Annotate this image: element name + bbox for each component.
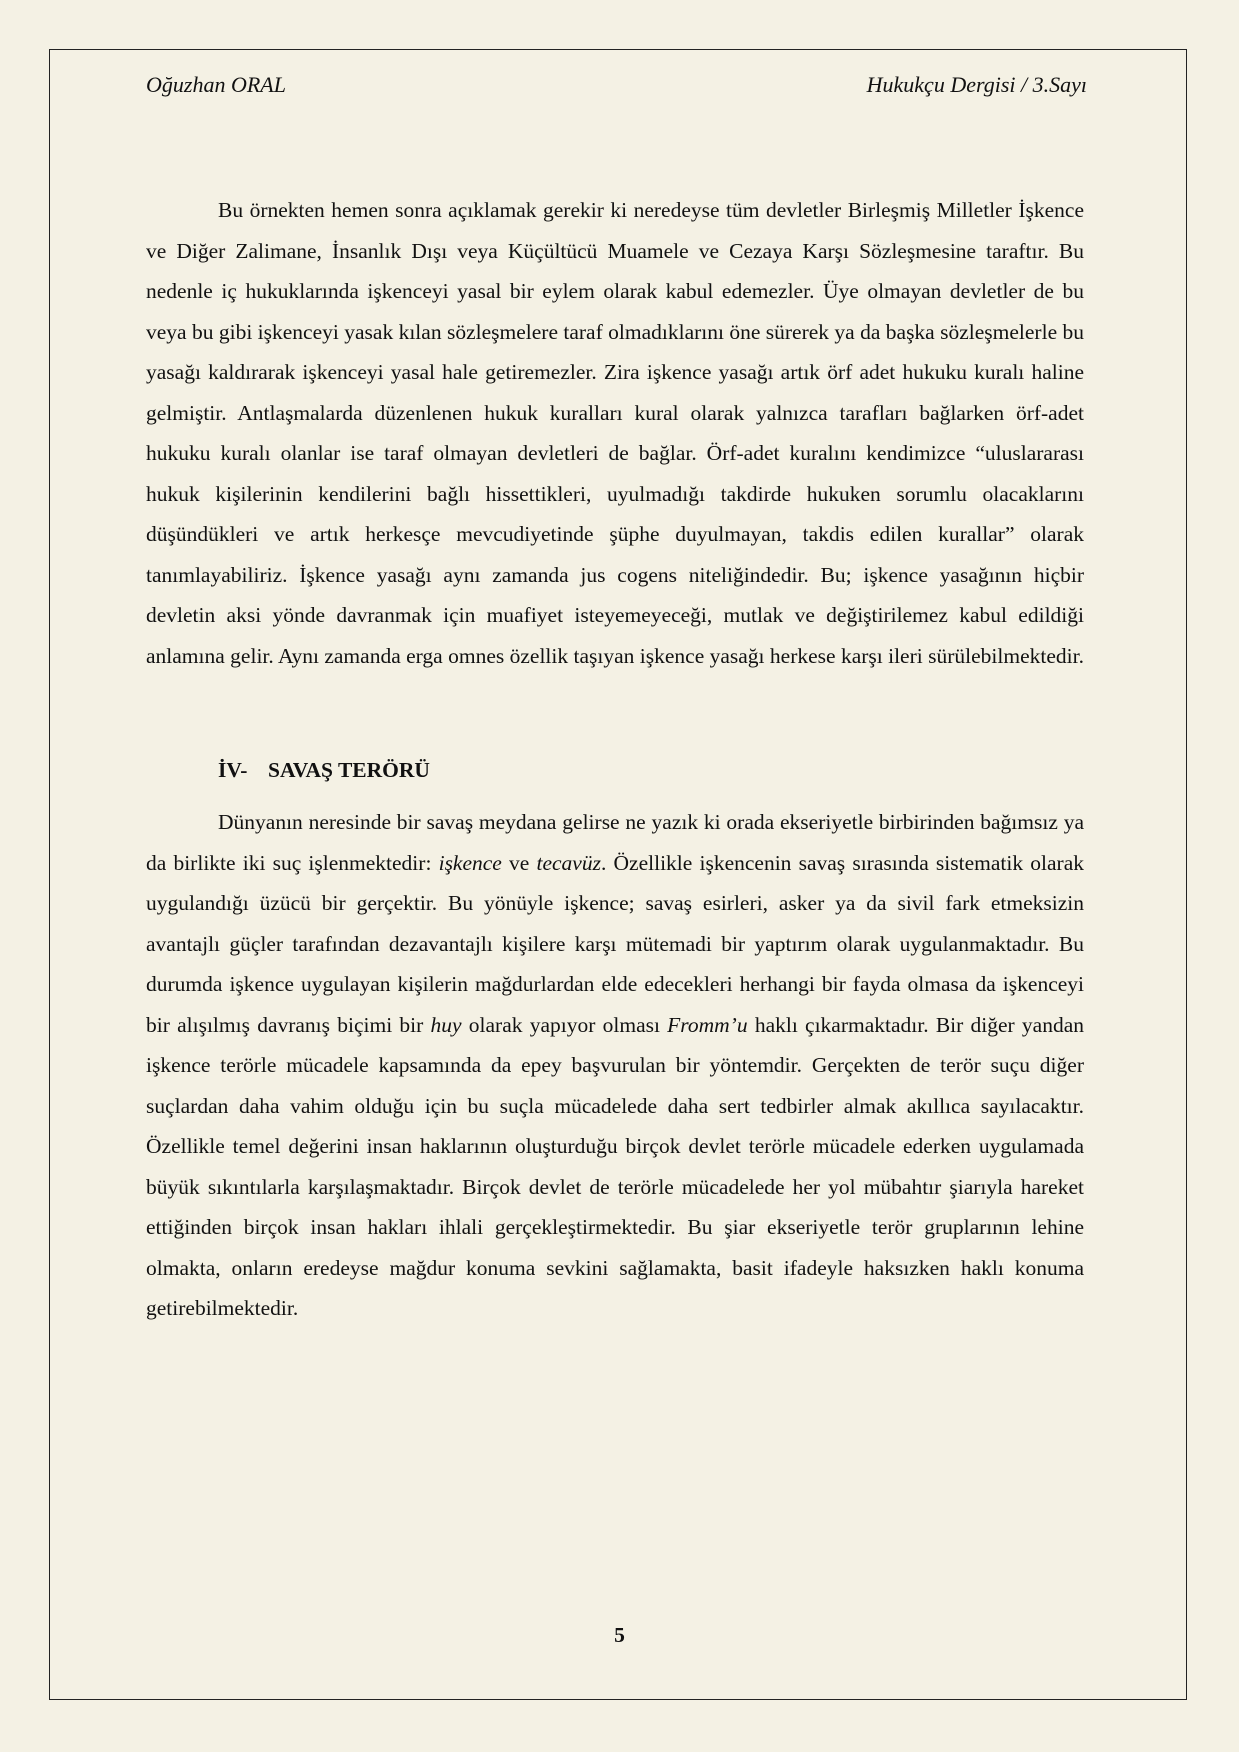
section-heading (146, 754, 1084, 786)
running-header (146, 72, 1087, 98)
header-author: Oğuzhan ORAL (146, 72, 286, 97)
italic-term: Fromm’u (667, 1012, 748, 1037)
italic-term: tecavüz (536, 850, 601, 875)
section-title: SAVAŞ TERÖRÜ (268, 758, 430, 782)
paragraph-war-terror (146, 802, 1084, 1329)
header-journal: Hukukçu Dergisi / 3.Sayı (866, 72, 1087, 97)
text-run: Dünyanın neresinde bir savaş meydana gelirse ne yazık ki orada ekseriyetle birbirinden bağımsız ya da birlikte iki suç işlenmektedir: (146, 810, 1084, 875)
italic-term: işkence (438, 850, 502, 875)
text-run: olarak yapıyor olması (461, 1012, 668, 1037)
page-body (146, 190, 1084, 1329)
text-run: . Özellikle işkencenin savaş sırasında sistematik olarak uygulandığı üzücü bir gerçektir. Bu yönüyle işkence; savaş esirleri, asker ya da sivil fark etmeksizin avantajlı güçler tarafından dezavantajlı kişilere karşı mütemadi bir yaptırım olarak uygulanmaktadır. Bu durumda işkence uygulayan kişilerin mağdurlardan elde edecekleri herhangi bir fayda olmasa da işkenceyi bir alışılmış davranış biçimi bir (146, 850, 1085, 1037)
paragraph-torture-prohibition: Bu örnekten hemen sonra açıklamak gerekir ki neredeyse tüm devletler Birleşmiş Milletler İşkence ve Diğer Zalimane, İnsanlık Dışı veya Küçültücü Muamele ve Cezaya Karşı Sözleşmesine taraftır. Bu nedenle iç hukuklarında işkenceyi yasal bir eylem olarak kabul edemezler. Üye olmayan devletler de bu veya bu gibi işkenceyi yasak kılan sözleşmelere taraf olmadıklarını öne sürerek ya da başka sözleşmelerle bu yasağı kaldırarak işkenceyi yasal hale getiremezler. Zira işkence yasağı artık örf adet hukuku kuralı haline gelmiştir. Antlaşmalarda düzenlenen hukuk kuralları kural olarak yalnızca tarafları bağlarken örf-adet hukuku kuralı olanlar ise taraf olmayan devletleri de bağlar. Örf-adet kuralını kendimizce “uluslararası hukuk kişilerinin kendilerini bağlı hissettikleri, uyulmadığı takdirde hukuken sorumlu olacaklarını düşündükleri ve artık herkesçe mevcudiyetinde şüphe duyulmayan, takdis edilen kurallar” olarak tanımlayabiliriz. İşkence yasağı aynı zamanda jus cogens niteliğindedir. Bu; işkence yasağının hiçbir devletin aksi yönde davranmak için muafiyet isteyemeyeceği, mutlak ve değiştirilemez kabul edildiği anlamına gelir. Aynı zamanda erga omnes özellik taşıyan işkence yasağı herkese karşı ileri sürülebilmektedir. (146, 198, 1084, 668)
text-run: ve (501, 850, 537, 875)
page-number: 5 (614, 1623, 625, 1647)
text-run: haklı çıkarmaktadır. Bir diğer yandan işkence terörle mücadele kapsamında da epey başvurulan bir yöntemdir. Gerçekten de terör suçu diğer suçlardan daha vahim olduğu için bu suçla mücadelede daha sert tedbirler almak akıllıca sayılacaktır. Özellikle temel değerini insan haklarının oluşturduğu birçok devlet terörle mücadele ederken uygulamada büyük sıkıntılarla karşılaşmaktadır. Birçok devlet de terörle mücadelede her yol mübahtır şiarıyla hareket ettiğinden birçok insan hakları ihlali gerçekleştirmektedir. Bu şiar ekseriyetle terör gruplarının lehine olmakta, onların eredeyse mağdur konuma sevkini sağlamakta, basit ifadeyle haksızken haklı konuma getirebilmektedir. (146, 1012, 1084, 1320)
section-number: İV- (218, 758, 248, 782)
italic-term: huy (430, 1012, 462, 1037)
